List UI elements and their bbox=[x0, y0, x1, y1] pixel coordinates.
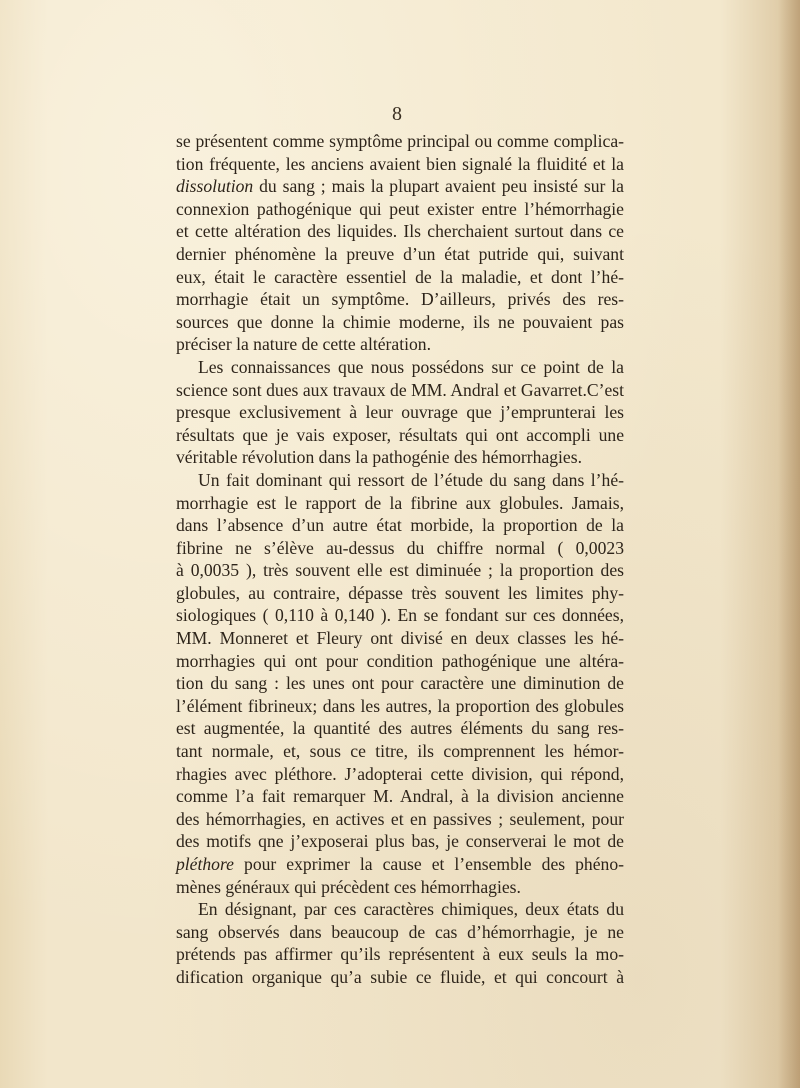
text-line bbox=[176, 559, 624, 582]
text-segment: préciser la nature de cette altération. bbox=[176, 334, 431, 355]
text-line bbox=[176, 356, 624, 379]
text-segment: science sont dues aux travaux de MM. Andral et Gavarret.C’est bbox=[176, 379, 624, 400]
text-segment: à 0,0035 ), très souvent elle est diminuée ; la proportion des bbox=[176, 560, 624, 581]
text-line bbox=[176, 379, 624, 402]
text-segment: pour exprimer la cause et l’ensemble des phéno- bbox=[233, 854, 624, 874]
page-number: 8 bbox=[392, 103, 402, 125]
page-spine-shadow bbox=[778, 0, 800, 1088]
text-segment: comme l’a fait remarquer M. Andral, à la division ancienne bbox=[176, 786, 624, 807]
text-line bbox=[176, 469, 624, 492]
text-segment: résultats que je vais exposer, résultats qui ont accompli une bbox=[176, 424, 624, 445]
text-segment: dans l’absence d’un autre état morbide, la proportion de la bbox=[176, 515, 624, 536]
text-segment: morrhagies qui ont pour condition pathogénique une altéra- bbox=[176, 650, 624, 671]
text-line bbox=[176, 695, 624, 718]
text-line bbox=[176, 966, 624, 989]
text-line bbox=[176, 604, 624, 627]
text-line bbox=[176, 785, 624, 808]
text-segment: rhagies avec pléthore. J’adopterai cette division, qui répond, bbox=[176, 763, 624, 784]
text-line bbox=[176, 198, 624, 221]
text-line bbox=[176, 717, 624, 740]
text-segment: MM. Monneret et Fleury ont divisé en deux classes les hé- bbox=[176, 628, 624, 649]
text-segment: fibrine ne s’élève au-dessus du chiffre normal ( 0,0023 bbox=[176, 537, 624, 558]
text-line bbox=[176, 288, 624, 311]
text-line bbox=[176, 672, 624, 695]
text-segment: sang observés dans beaucoup de cas d’hémorrhagie, je ne bbox=[176, 921, 624, 942]
text-line bbox=[176, 220, 624, 243]
text-line bbox=[176, 514, 624, 537]
text-segment: morrhagie est le rapport de la fibrine aux globules. Jamais, bbox=[176, 492, 624, 513]
italic-text: dissolution bbox=[176, 176, 254, 197]
text-line bbox=[176, 650, 624, 673]
text-segment: Un fait dominant qui ressort de l’étude du sang dans l’hé- bbox=[198, 469, 624, 490]
text-line bbox=[176, 311, 624, 334]
text-segment: mènes généraux qui précèdent ces hémorrhagies. bbox=[176, 876, 521, 897]
text-line bbox=[176, 266, 624, 289]
text-segment: du sang ; mais la plupart avaient peu insisté sur la bbox=[253, 176, 624, 197]
text-segment: est augmentée, la quantité des autres éléments du sang res- bbox=[176, 718, 624, 739]
text-line bbox=[176, 492, 624, 515]
text-line bbox=[176, 876, 624, 899]
text-segment: prétends pas affirmer qu’ils représentent à eux seuls la mo- bbox=[176, 944, 624, 965]
text-line bbox=[176, 853, 624, 876]
text-line bbox=[176, 424, 624, 447]
text-line bbox=[176, 243, 624, 266]
text-segment: morrhagie était un symptôme. D’ailleurs, privés des res- bbox=[176, 289, 624, 310]
text-line bbox=[176, 921, 624, 944]
text-line bbox=[176, 830, 624, 853]
text-line bbox=[176, 582, 624, 605]
text-line bbox=[176, 446, 624, 469]
text-segment: des motifs qne j’exposerai plus bas, je conserverai le mot de bbox=[176, 831, 624, 852]
text-line bbox=[176, 898, 624, 921]
text-segment: dernier phénomène la preuve d’un état putride qui, suivant bbox=[176, 243, 624, 264]
text-segment: globules, au contraire, dépasse très souvent les limites phy- bbox=[176, 582, 624, 603]
text-line bbox=[176, 537, 624, 560]
text-segment: eux, était le caractère essentiel de la maladie, et dont l’hé- bbox=[176, 266, 624, 287]
text-segment: et cette altération des liquides. Ils cherchaient surtout dans ce bbox=[176, 221, 624, 242]
text-segment: tion du sang : les unes ont pour caractère une diminution de bbox=[176, 673, 624, 694]
text-segment: siologiques ( 0,110 à 0,140 ). En se fondant sur ces données, bbox=[176, 605, 624, 626]
text-line bbox=[176, 153, 624, 176]
text-segment: connexion pathogénique qui peut exister entre l’hémorrhagie bbox=[176, 198, 624, 219]
text-line bbox=[176, 808, 624, 831]
text-line bbox=[176, 130, 624, 153]
text-segment: des hémorrhagies, en actives et en passives ; seulement, pour bbox=[176, 808, 624, 829]
text-line bbox=[176, 763, 624, 786]
italic-text: pléthore bbox=[176, 854, 234, 874]
text-segment: En désignant, par ces caractères chimiques, deux états du bbox=[198, 899, 624, 920]
body-text bbox=[176, 130, 624, 989]
text-segment: sources que donne la chimie moderne, ils ne pouvaient pas bbox=[176, 311, 624, 332]
text-segment: Les connaissances que nous possédons sur ce point de la bbox=[198, 356, 624, 377]
text-line bbox=[176, 175, 624, 198]
text-segment: se présentent comme symptôme principal ou comme complica- bbox=[176, 131, 624, 151]
text-line bbox=[176, 401, 624, 424]
text-segment: dification organique qu’a subie ce fluide, et qui concourt à bbox=[176, 966, 624, 987]
text-segment: véritable révolution dans la pathogénie des hémorrhagies. bbox=[176, 447, 582, 468]
text-segment: l’élément fibrineux; dans les autres, la proportion des globules bbox=[176, 695, 624, 716]
text-line bbox=[176, 627, 624, 650]
text-segment: presque exclusivement à leur ouvrage que j’emprunterai les bbox=[176, 402, 624, 423]
text-line bbox=[176, 943, 624, 966]
text-segment: tion fréquente, les anciens avaient bien signalé la fluidité et la bbox=[176, 153, 624, 174]
text-line bbox=[176, 740, 624, 763]
text-segment: tant normale, et, sous ce titre, ils comprennent les hémor- bbox=[176, 741, 624, 762]
text-line bbox=[176, 333, 624, 356]
